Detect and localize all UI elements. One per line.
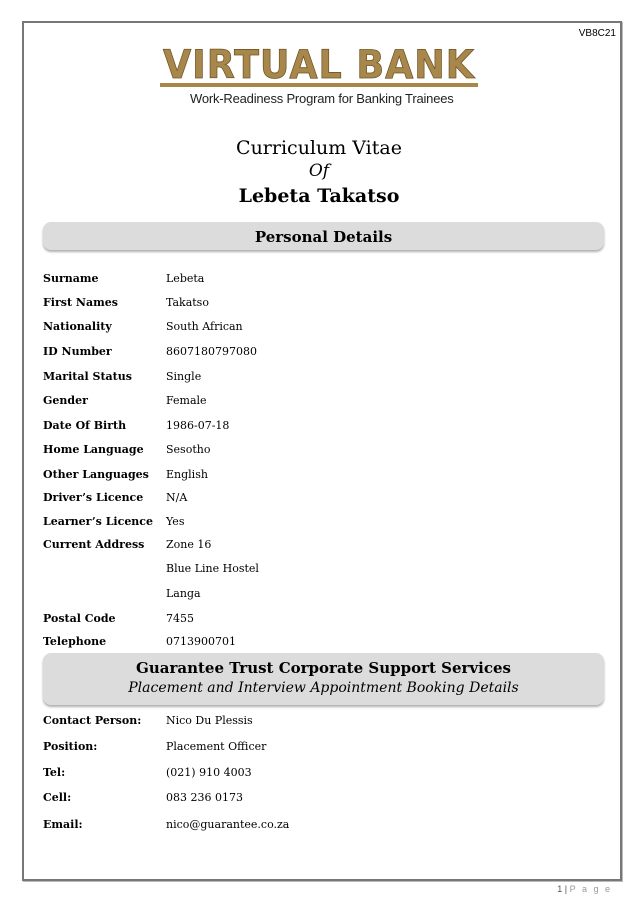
personal-row: [43, 538, 603, 556]
personal-row: [43, 635, 603, 653]
document-code: VB8C21: [578, 28, 616, 39]
personal-row: [43, 515, 603, 533]
field-label: First Names: [43, 296, 118, 309]
field-value: (021) 910 4003: [166, 766, 252, 779]
field-label: Home Language: [43, 443, 144, 456]
personal-details-heading: Personal Details: [254, 228, 393, 246]
page-label: P a g e: [569, 884, 612, 894]
personal-row: [43, 468, 603, 486]
field-value: English: [166, 468, 208, 481]
personal-row: [43, 491, 603, 509]
personal-row: [43, 320, 603, 338]
field-value: Nico Du Plessis: [166, 714, 253, 727]
svg-text:VIRTUAL BANK: VIRTUAL BANK: [163, 43, 476, 88]
field-value: Yes: [166, 515, 185, 528]
personal-row: [43, 394, 603, 412]
field-label: ID Number: [43, 345, 112, 358]
field-label: Learner’s Licence: [43, 515, 154, 528]
field-value: Single: [166, 370, 202, 383]
field-label: Other Languages: [43, 468, 149, 481]
placement-row: [43, 740, 603, 758]
field-value: South African: [166, 320, 243, 333]
personal-details-banner: [43, 222, 604, 250]
cv-person-name: Lebeta Takatso: [238, 185, 400, 207]
field-label: Surname: [43, 272, 99, 285]
field-value: Sesotho: [166, 443, 211, 456]
cv-title: Curriculum Vitae: [236, 137, 402, 159]
logo-tagline: Work-Readiness Program for Banking Trainees: [190, 91, 454, 106]
field-value: Takatso: [166, 296, 209, 309]
personal-row: [43, 345, 603, 363]
personal-row: [43, 296, 603, 314]
field-label: Email:: [43, 818, 83, 831]
cv-of: Of: [308, 161, 330, 181]
personal-row: [43, 562, 603, 580]
placement-row: [43, 766, 603, 784]
placement-row: [43, 791, 603, 809]
email-link[interactable]: nico@guarantee.co.za: [166, 818, 290, 831]
placement-subheading: Placement and Interview Appointment Booking Details: [128, 680, 519, 696]
field-label: Cell:: [43, 791, 72, 804]
field-value: Placement Officer: [166, 740, 267, 753]
personal-row: [43, 587, 603, 605]
field-label: Tel:: [43, 766, 66, 779]
field-label: Gender: [43, 394, 88, 407]
field-label: Postal Code: [43, 612, 116, 625]
field-label: Date Of Birth: [43, 419, 127, 432]
field-label: Marital Status: [43, 370, 132, 383]
page-separator: |: [564, 884, 568, 894]
field-label: Telephone: [43, 635, 107, 648]
field-label: Current Address: [43, 538, 145, 551]
field-value: Female: [166, 394, 207, 407]
page-footer: [557, 884, 612, 894]
field-label: Position:: [43, 740, 98, 753]
personal-row: [43, 443, 603, 461]
field-value: Blue Line Hostel: [166, 562, 259, 575]
field-value: Zone 16: [166, 538, 212, 551]
field-value: 7455: [166, 612, 194, 625]
field-value: Lebeta: [166, 272, 205, 285]
field-label: Driver’s Licence: [43, 491, 144, 504]
placement-heading: Guarantee Trust Corporate Support Services: [136, 659, 511, 677]
field-value: 083 236 0173: [166, 791, 243, 804]
field-value: 8607180797080: [166, 345, 257, 358]
personal-row: [43, 419, 603, 437]
field-label: Contact Person:: [43, 714, 142, 727]
personal-row: [43, 370, 603, 388]
placement-row: [43, 714, 603, 732]
placement-banner: [43, 653, 604, 705]
field-value: Langa: [166, 587, 201, 600]
field-value: N/A: [166, 491, 188, 504]
placement-row: [43, 818, 603, 836]
field-label: Nationality: [43, 320, 112, 333]
personal-row: [43, 612, 603, 630]
field-value: 1986-07-18: [166, 419, 230, 432]
page-number: 1: [557, 884, 563, 894]
personal-row: [43, 272, 603, 290]
field-value: 0713900701: [166, 635, 236, 648]
